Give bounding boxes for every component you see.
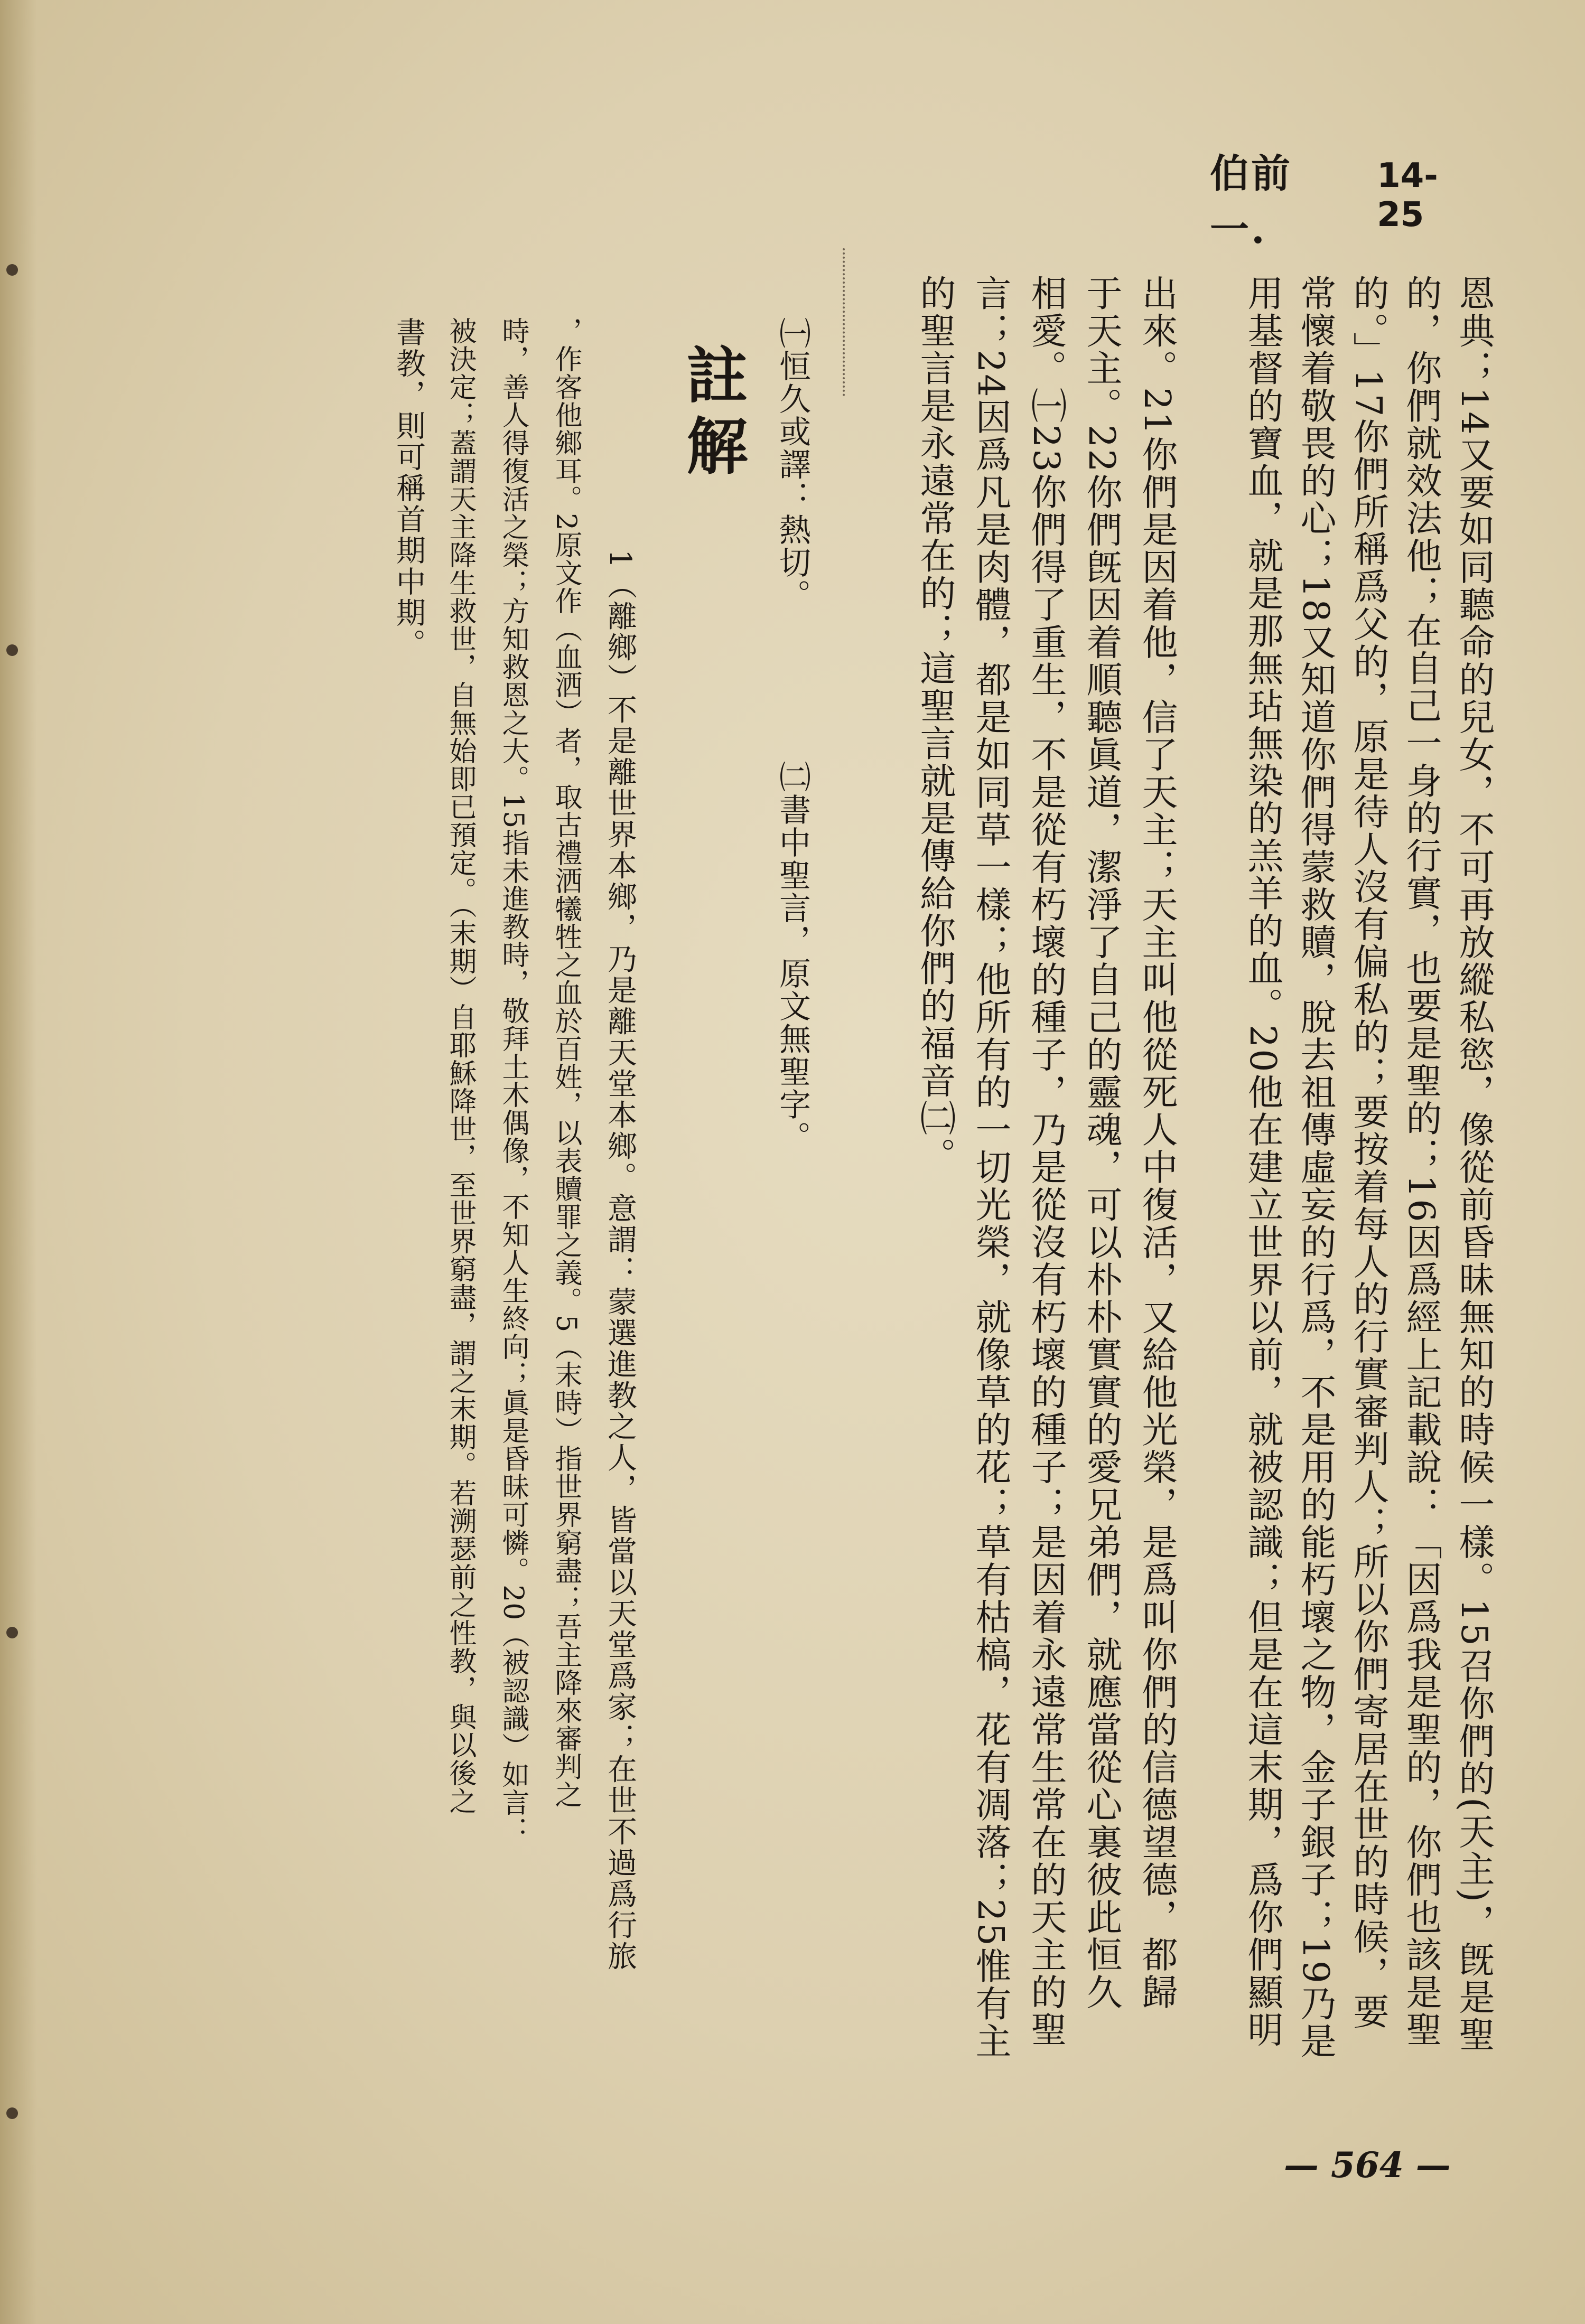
note-line: 時，善人得復活之榮；方知救恩之大。15指未進教時，敬拜土木偶像，不知人生終向；眞是昏昧可憐。20（被認識）如言： xyxy=(497,317,529,1845)
note-line: ，作客他鄉耳。2原文作（血洒）者，取古禮洒犧牲之血於百姓，以表贖罪之義。5（末時）指世界窮盡；吾主降來審判之 xyxy=(550,317,582,1809)
footnote-line: ㈠恒久或譯：熱切。 xyxy=(774,317,811,612)
text-line: 恩典；14又要如同聽命的兒女，不可再放縱私慾，像從前昏昧無知的時候一樣。15召你們的(天主)，旣是聖 xyxy=(1453,275,1495,2054)
text-line: 的，你們就效法他；在自己一身的行實，也要是聖的；16因爲經上記載說：「因爲我是聖的，你們也該是聖 xyxy=(1400,275,1442,2049)
binding-stitch xyxy=(6,644,18,656)
note-line: 1（離鄉）不是離世界本鄉，乃是離天堂本鄉。意謂：蒙選進教之人，皆當以天堂爲家；在世不過爲行旅 xyxy=(603,549,637,1972)
notes-heading: 註解 xyxy=(676,343,748,485)
note-line: 被決定；蓋謂天主降生救世，自無始即已預定。（末期）自耶穌降世，至世界窮盡，謂之末期。若溯瑟前之性教，與以後之 xyxy=(444,317,476,1815)
text-line: 常懷着敬畏的心；18又知道你們得蒙救贖，脫去祖傳虛妄的行爲，不是用的能朽壞之物，金子銀子；19乃是 xyxy=(1294,275,1336,2060)
text-line: 相愛。㈠23你們得了重生，不是從有朽壞的種子，乃是從沒有朽壞的種子；是因着永遠常生常在的天主的聖 xyxy=(1025,275,1067,2049)
running-header xyxy=(1210,143,1485,252)
footnote-divider xyxy=(843,248,849,396)
binding-stitch xyxy=(6,2107,18,2119)
text-line: 出來。21你們是因着他，信了天主；天主叫他從死人中復活，又給他光榮，是爲叫你們的信德望德，都歸 xyxy=(1136,275,1178,2011)
binding-stitch xyxy=(6,264,18,276)
text-line: 的聖言是永遠常在的；這聖言就是傳給你們的福音㈡。 xyxy=(914,275,956,1175)
text-line: 的。」17你們所稱爲父的，原是待人沒有偏私的；要按着每人的行實審判人；所以你們寄居在世的時候，要 xyxy=(1347,275,1389,2031)
footnote-line: ㈡書中聖言，原文無聖字。 xyxy=(774,761,811,1154)
note-line: 書教，則可稱首期中期。 xyxy=(391,317,426,660)
header-verse-range: 14-25 xyxy=(1377,156,1438,235)
text-line: 言；24因爲凡是肉體，都是如同草一樣；他所有的一切光榮，就像草的花；草有枯槁，花有凋落；25惟有主 xyxy=(969,275,1011,2060)
page-number: — 564 — xyxy=(1284,2144,1451,2186)
header-book-title: 伯前 一. xyxy=(1210,151,1292,252)
page-binding-edge xyxy=(0,0,37,2324)
binding-stitch xyxy=(6,1627,18,1638)
text-line: 用基督的寶血，就是那無玷無染的羔羊的血。20他在建立世界以前，就被認識；但是在這末期，爲你們顯明 xyxy=(1242,275,1283,2049)
text-line: 于天主。22你們旣因着順聽眞道，潔淨了自己的靈魂，可以朴朴實實的愛兄弟們，就應當從心裏彼此恒久 xyxy=(1080,275,1122,2011)
